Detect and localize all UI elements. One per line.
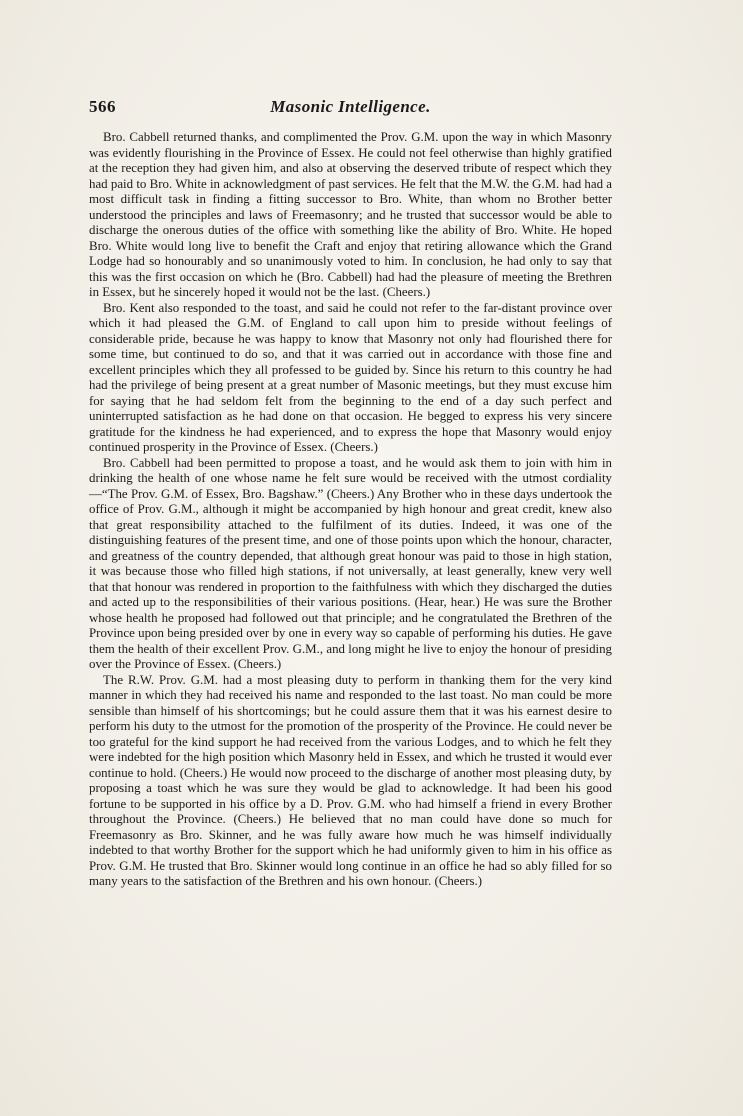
paragraph: The R.W. Prov. G.M. had a most pleasing duty to perform in thanking them for the very kind manner in which they had received his name and responded to the last toast. No man could be more sensible than himself of his shortcomings; but he could assure them that it was his earnest desire to perform his duty to the utmost for the promotion of the prosperity of the Province. He could never be too grateful for the kind support he had received from the various Lodges, and to which he felt they were indebted for the high position which Masonry held in Essex, and which he trusted it would ever continue to hold. (Cheers.) He would now proceed to the discharge of another most pleasing duty, by proposing a toast which he was sure they would be glad to acknowledge. It had been his good fortune to be supported in his office by a D. Prov. G.M. who had himself a friend in every Brother throughout the Province. (Cheers.) He believed that no man could have done so much for Freemasonry as Bro. Skinner, and he was fully aware how much he was himself individually indebted to that worthy Brother for the support which he had uniformly given to him in his office as Prov. G.M. He trusted that Bro. Skinner would long continue in an office he had so ably filled for so many years to the satisfaction of the Brethren and his own honour. (Cheers.) bbox=[89, 672, 612, 888]
running-title: Masonic Intelligence. bbox=[270, 97, 431, 116]
paragraph: Bro. Kent also responded to the toast, and said he could not refer to the far-distant province over which it had pleased the G.M. of England to call upon him to preside without feelings of considerable pride, because he was happy to know that Masonry not only had flourished there for some time, but continued to do so, and that it was carried out in accordance with those fine and excellent principles which they all professed to be guided by. Since his return to this country he had had the privilege of being present at a great number of Masonic meetings, but they must excuse him for saying that he had seldom felt from the beginning to the end of a day such perfect and uninterrupted satisfaction as he had done on that occasion. He begged to express his very sincere gratitude for the kindness he had experienced, and to express the hope that Masonry would enjoy continued prosperity in the Province of Essex. (Cheers.) bbox=[89, 300, 612, 454]
article-body bbox=[89, 130, 612, 890]
paragraph: Bro. Cabbell returned thanks, and complimented the Prov. G.M. upon the way in which Masonry was evidently flourishing in the Province of Essex. He could not feel otherwise than highly gratified at the reception they had given him, and also at observing the deserved tribute of respect which they had paid to Bro. White in acknowledgment of past services. He felt that the M.W. the G.M. had had a most difficult task in finding a fitting successor to Bro. White, than whom no Brother better understood the principles and laws of Freemasonry; and he trusted that successor would be able to discharge the onerous duties of the office with something like the ability of Bro. White. He hoped Bro. White would long live to benefit the Craft and enjoy that retiring allowance which the Grand Lodge had so honourably and so unanimously voted to him. In conclusion, he had only to say that this was the first occasion on which he (Bro. Cabbell) had had the pleasure of meeting the Brethren in Essex, but he sincerely hoped it would not be the last. (Cheers.) bbox=[89, 130, 612, 299]
page-number: 566 bbox=[89, 97, 116, 116]
paragraph: Bro. Cabbell had been permitted to propose a toast, and he would ask them to join with him in drinking the health of one whose name he felt sure would be received with the utmost cordiality—“The Prov. G.M. of Essex, Bro. Bagshaw.” (Cheers.) Any Brother who in these days undertook the office of Prov. G.M., although it might be accompanied by high honour and great credit, knew also that great responsibility attached to the fulfilment of its duties. Indeed, it was one of the distinguishing features of the present time, and one of those points upon which the honour, character, and greatness of the country depended, that although great honour was paid to those in high station, it was because those who filled high stations, if not universally, at least generally, knew very well that that honour was rendered in proportion to the faithfulness with which they discharged the duties and acted up to the responsibilities of their various positions. (Hear, hear.) He was sure the Brother whose health he proposed had followed out that principle; and he congratulated the Brethren of the Province upon being presided over by one in every way so capable of performing his duties. He gave them the health of their excellent Prov. G.M., and long might he live to enjoy the honour of presiding over the Province of Essex. (Cheers.) bbox=[89, 455, 612, 671]
page-header bbox=[89, 97, 612, 123]
